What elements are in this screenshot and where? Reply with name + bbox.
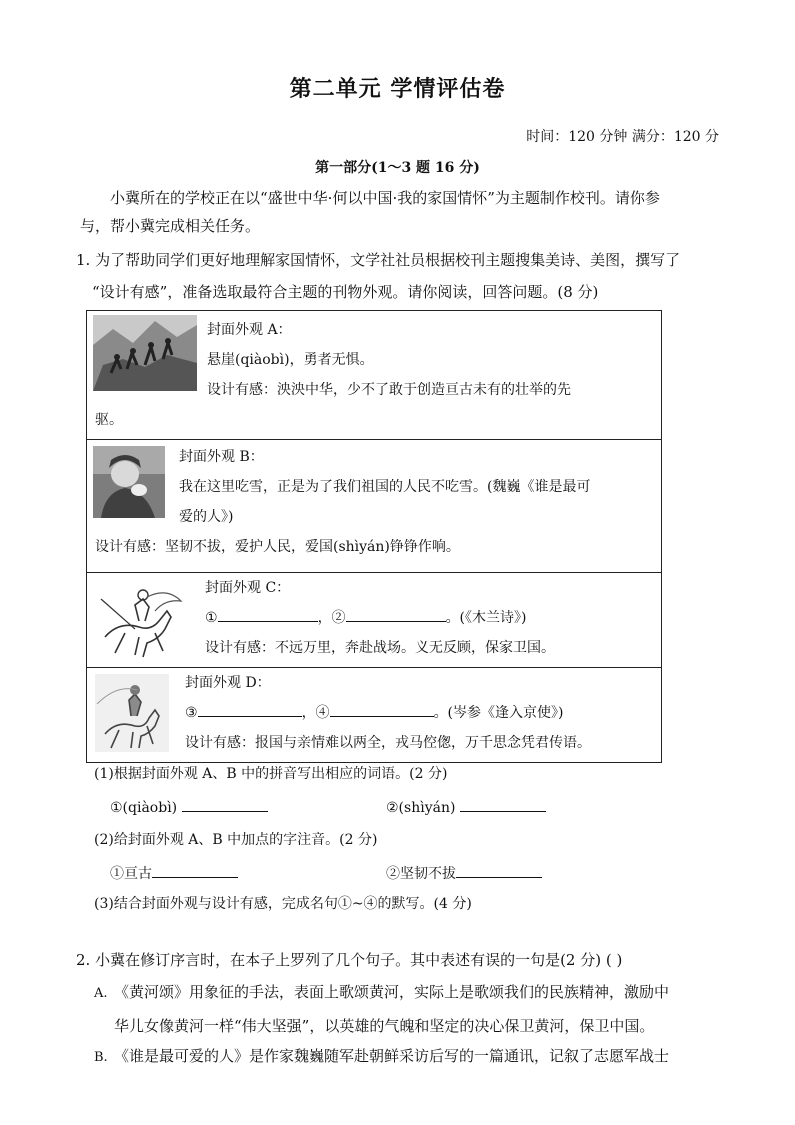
mulan-horse-sketch-image	[95, 579, 185, 659]
blank-number: ①	[205, 610, 218, 626]
cover-card-a	[87, 311, 661, 440]
fill-blank-3[interactable]	[198, 702, 302, 717]
answer-blank-qiaobi[interactable]	[182, 797, 268, 812]
question-2-stem: 2. 小冀在修订序言时，在本子上罗列了几个句子。其中表述有误的一句是(2 分) ( )	[76, 951, 623, 969]
answer-label: ②(shìyán)	[386, 800, 456, 816]
cover-card-d	[87, 668, 661, 762]
question-2	[76, 944, 726, 976]
intro-paragraph	[80, 184, 720, 240]
cover-c-fill-line	[205, 603, 555, 633]
option-b[interactable]	[94, 1040, 724, 1074]
cover-label: 封面外观 C：	[205, 580, 291, 596]
cover-d-fill-line	[185, 698, 591, 728]
sub-question-3: (3)结合封面外观与设计有感，完成名句①~④的默写。(4 分)	[94, 896, 472, 912]
cover-a-overflow	[95, 405, 123, 435]
cliff-climbers-image	[93, 315, 197, 391]
cover-b-design	[95, 532, 460, 562]
question-1	[76, 244, 726, 308]
option-letter: B.	[94, 1050, 108, 1065]
intro-line: 与，帮小冀完成相关任务。	[80, 217, 261, 235]
part-title: 第一部分(1～3 题 16 分)	[315, 160, 480, 176]
cover-design-note: 设计有感：不远万里，奔赴战场。义无反顾，保家卫国。	[205, 640, 555, 656]
cover-d-text	[185, 668, 591, 758]
cover-b-header	[179, 442, 590, 532]
cover-text: 悬崖(qiàobì)，勇者无惧。	[207, 352, 374, 368]
answer-1-1	[110, 797, 268, 816]
soldier-eating-snow-image	[93, 446, 165, 518]
answer-label: ①(qiàobì)	[110, 800, 178, 816]
cover-design-note: 设计有感：泱泱中华，少不了敢于创造亘古未有的壮举的先	[207, 382, 571, 398]
cover-a-header	[207, 315, 571, 405]
page-title: 第二单元 学情评估卷	[289, 77, 506, 102]
blank-number: ，④	[301, 705, 330, 721]
option-a[interactable]	[94, 976, 724, 1042]
cover-label: 封面外观 D：	[185, 675, 271, 691]
answer-label: ①亘古	[110, 866, 152, 882]
blank-number: ，②	[317, 610, 346, 626]
option-text: 《谁是最可爱的人》是作家魏巍随军赴朝鲜采访后写的一篇通讯，记叙了志愿军战士	[114, 1047, 670, 1065]
time-score-info: 时间：120 分钟 满分：120 分	[526, 129, 719, 145]
horse-rider-painting-image	[95, 674, 169, 752]
cover-card-b	[87, 440, 661, 573]
fill-blank-4[interactable]	[330, 702, 434, 717]
question-1-stem-cont: “设计有感”，准备选取最符合主题的刊物外观。请你阅读，回答问题。(8 分)	[92, 283, 599, 301]
poem-source: 。(岑参《逢入京使》)	[433, 705, 564, 721]
poem-source: 。(《木兰诗》)	[445, 610, 527, 626]
question-1-stem: 1. 为了帮助同学们更好地理解家国情怀，文学社社员根据校刊主题搜集美诗、美图，撰写了	[76, 251, 681, 269]
cover-label: 封面外观 A：	[207, 322, 292, 338]
answer-blank-gengu[interactable]	[152, 863, 238, 878]
answer-blank-jianren[interactable]	[456, 863, 542, 878]
sub-question-1: (1)根据封面外观 A、B 中的拼音写出相应的词语。(2 分)	[94, 766, 448, 782]
fill-blank-2[interactable]	[346, 607, 446, 622]
cover-text-cont: 爱的人》)	[179, 509, 234, 525]
cover-design-note-cont: 驱。	[95, 412, 123, 428]
answer-1-2	[386, 797, 546, 816]
answer-2-2	[386, 863, 542, 883]
option-text: 《黄河颂》用象征的手法，表面上歌颂黄河，实际上是歌颂我们的民族精神，激励中	[114, 983, 670, 1001]
intro-line: 小冀所在的学校正在以“盛世中华·何以中国·我的家国情怀”为主题制作校刊。请你参	[110, 189, 660, 207]
fill-blank-1[interactable]	[218, 607, 318, 622]
cover-design-note: 设计有感：坚韧不拔，爱护人民，爱国(shìyán)铮铮作响。	[95, 539, 460, 555]
option-text-cont: 华儿女像黄河一样“伟大坚强”，以英雄的气魄和坚定的决心保卫黄河，保卫中国。	[114, 1017, 655, 1035]
answer-blank-shiyan[interactable]	[460, 797, 546, 812]
answer-label: ②坚韧不拔	[386, 866, 456, 882]
cover-label: 封面外观 B：	[179, 449, 264, 465]
sub-question-2: (2)给封面外观 A、B 中加点的字注音。(2 分)	[94, 832, 378, 848]
cover-card-c	[87, 573, 661, 668]
answer-2-1	[110, 863, 238, 883]
cover-c-text	[205, 573, 555, 663]
cover-design-note: 设计有感：报国与亲情难以两全，戎马倥偬，万千思念凭君传语。	[185, 735, 591, 751]
option-letter: A.	[94, 986, 108, 1001]
cover-text: 我在这里吃雪，正是为了我们祖国的人民不吃雪。(魏巍《谁是最可	[179, 479, 591, 495]
cover-design-table	[86, 310, 662, 763]
blank-number: ③	[185, 705, 198, 721]
